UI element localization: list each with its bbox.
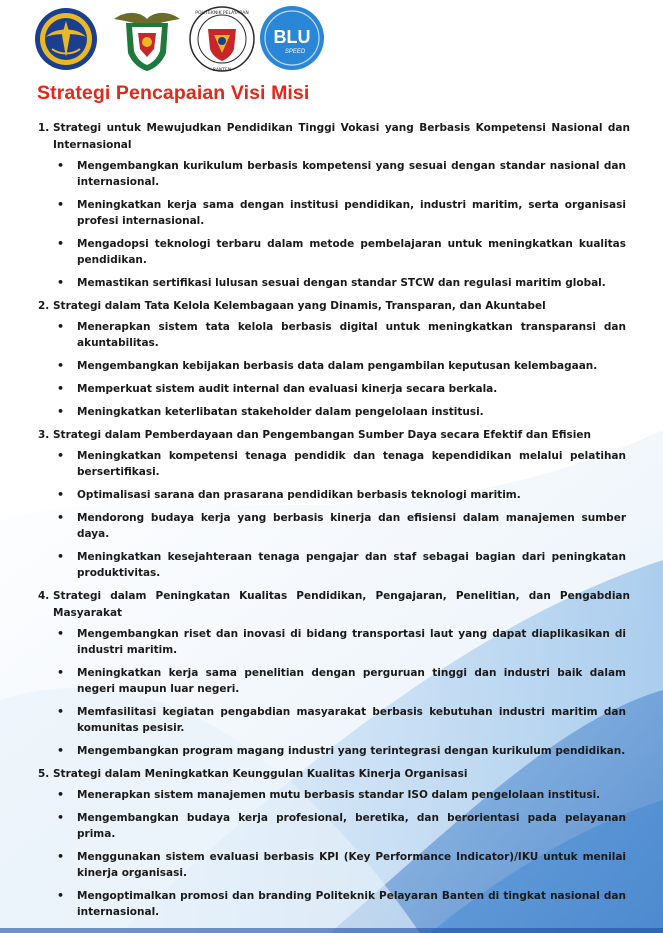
bullet-icon: • bbox=[57, 159, 65, 172]
list-item-text: Memperkuat sistem audit internal dan evaluasi kinerja secara berkala. bbox=[77, 383, 498, 395]
blu-text: BLU bbox=[273, 27, 311, 47]
list-item bbox=[36, 236, 630, 268]
bullet-list bbox=[36, 626, 630, 759]
section-heading-text: Strategi dalam Meningkatkan Keunggulan Kualitas Kinerja Organisasi bbox=[53, 768, 468, 780]
list-item bbox=[36, 319, 630, 351]
bullet-icon: • bbox=[57, 788, 65, 801]
list-item-text: Menerapkan sistem manajemen mutu berbasis standar ISO dalam pengelolaan institusi. bbox=[77, 789, 601, 801]
list-item-text: Menggunakan sistem evaluasi berbasis KPI (Key Performance Indicator)/IKU untuk menilai kinerja organisasi. bbox=[77, 851, 626, 879]
emblem-bottom-text: BANTEN bbox=[212, 68, 232, 73]
bpsdm-wings-emblem-icon bbox=[112, 5, 182, 73]
politeknik-pelayaran-banten-emblem-icon bbox=[188, 5, 256, 75]
list-item-text: Mengembangkan riset dan inovasi di bidang transportasi laut yang dapat diaplikasikan di industri maritim. bbox=[77, 628, 626, 656]
section-heading-text: Strategi dalam Pemberdayaan dan Pengembangan Sumber Daya secara Efektif dan Efisien bbox=[53, 429, 591, 441]
list-item bbox=[36, 549, 630, 581]
list-item-text: Optimalisasi sarana dan prasarana pendidikan berbasis teknologi maritim. bbox=[77, 489, 521, 501]
list-item bbox=[36, 510, 630, 542]
list-item bbox=[36, 197, 630, 229]
list-item-text: Mengembangkan program magang industri yang terintegrasi dengan kurikulum pendidikan. bbox=[77, 745, 626, 757]
section-number: 1. bbox=[38, 122, 50, 134]
section-number: 4. bbox=[38, 590, 50, 602]
list-item-text: Memfasilitasi kegiatan pengabdian masyarakat berbasis kebutuhan industri maritim dan komunitas pesisir. bbox=[77, 706, 626, 734]
strategy-list bbox=[36, 120, 630, 927]
bullet-icon: • bbox=[57, 382, 65, 395]
list-item bbox=[36, 487, 630, 503]
list-item bbox=[36, 158, 630, 190]
speed-text: SPEED bbox=[284, 49, 306, 55]
strategy-section bbox=[36, 120, 630, 291]
bullet-icon: • bbox=[57, 359, 65, 372]
list-item-text: Meningkatkan keterlibatan stakeholder dalam pengelolaan institusi. bbox=[77, 406, 484, 418]
list-item bbox=[36, 358, 630, 374]
section-heading bbox=[36, 588, 630, 622]
bullet-icon: • bbox=[57, 237, 65, 250]
bullet-icon: • bbox=[57, 449, 65, 462]
list-item bbox=[36, 448, 630, 480]
blu-speed-logo-icon bbox=[259, 5, 325, 71]
page-title: Strategi Pencapaian Visi Misi bbox=[37, 82, 310, 104]
ministry-of-transportation-emblem-icon bbox=[34, 5, 98, 73]
section-heading-text: Strategi dalam Tata Kelola Kelembagaan yang Dinamis, Transparan, dan Akuntabel bbox=[53, 300, 546, 312]
bullet-icon: • bbox=[57, 198, 65, 211]
list-item-text: Meningkatkan kerja sama penelitian dengan perguruan tinggi dan industri baik dalam negeri maupun luar negeri. bbox=[77, 667, 626, 695]
bullet-icon: • bbox=[57, 405, 65, 418]
list-item bbox=[36, 743, 630, 759]
bullet-icon: • bbox=[57, 488, 65, 501]
list-item-text: Mengoptimalkan promosi dan branding Politeknik Pelayaran Banten di tingkat nasional dan internasional. bbox=[77, 890, 626, 918]
bullet-icon: • bbox=[57, 705, 65, 718]
list-item bbox=[36, 849, 630, 881]
list-item-text: Memastikan sertifikasi lulusan sesuai dengan standar STCW dan regulasi maritim global. bbox=[77, 277, 606, 289]
list-item-text: Mengembangkan kebijakan berbasis data dalam pengambilan keputusan kelembagaan. bbox=[77, 360, 598, 372]
list-item bbox=[36, 275, 630, 291]
bullet-icon: • bbox=[57, 276, 65, 289]
list-item-text: Meningkatkan kesejahteraan tenaga pengajar dan staf sebagai bagian dari peningkatan produktivitas. bbox=[77, 551, 626, 579]
list-item-text: Meningkatkan kerja sama dengan institusi pendidikan, industri maritim, serta organisasi profesi internasional. bbox=[77, 199, 626, 227]
strategy-section bbox=[36, 298, 630, 420]
section-heading-text: Strategi untuk Mewujudkan Pendidikan Tinggi Vokasi yang Berbasis Kompetensi Nasional dan Internasional bbox=[53, 122, 630, 151]
section-heading bbox=[36, 298, 630, 315]
bullet-icon: • bbox=[57, 744, 65, 757]
bullet-list bbox=[36, 319, 630, 420]
section-heading bbox=[36, 766, 630, 783]
bullet-icon: • bbox=[57, 627, 65, 640]
list-item-text: Mengembangkan budaya kerja profesional, beretika, dan berorientasi pada pelayanan prima. bbox=[77, 812, 626, 840]
list-item bbox=[36, 810, 630, 842]
list-item-text: Meningkatkan kompetensi tenaga pendidik dan tenaga kependidikan melalui pelatihan bersertifikasi. bbox=[77, 450, 626, 478]
list-item bbox=[36, 665, 630, 697]
bullet-icon: • bbox=[57, 889, 65, 902]
list-item-text: Menerapkan sistem tata kelola berbasis digital untuk meningkatkan transparansi dan akuntabilitas. bbox=[77, 321, 626, 349]
list-item-text: Mengadopsi teknologi terbaru dalam metode pembelajaran untuk meningkatkan kualitas pendidikan. bbox=[77, 238, 626, 266]
bullet-icon: • bbox=[57, 666, 65, 679]
list-item-text: Mengembangkan kurikulum berbasis kompetensi yang sesuai dengan standar nasional dan internasional. bbox=[77, 160, 626, 188]
strategy-section bbox=[36, 766, 630, 920]
bullet-icon: • bbox=[57, 511, 65, 524]
section-heading-text: Strategi dalam Peningkatan Kualitas Pendidikan, Pengajaran, Penelitian, dan Pengabdian Masyarakat bbox=[53, 590, 630, 619]
list-item bbox=[36, 381, 630, 397]
section-number: 2. bbox=[38, 300, 50, 312]
bullet-icon: • bbox=[57, 811, 65, 824]
bullet-list bbox=[36, 787, 630, 920]
list-item bbox=[36, 704, 630, 736]
list-item bbox=[36, 787, 630, 803]
section-heading bbox=[36, 427, 630, 444]
list-item-text: Mendorong budaya kerja yang berbasis kinerja dan efisiensi dalam manajemen sumber daya. bbox=[77, 512, 626, 540]
list-item bbox=[36, 404, 630, 420]
bullet-list bbox=[36, 448, 630, 581]
bullet-icon: • bbox=[57, 320, 65, 333]
list-item bbox=[36, 888, 630, 920]
bullet-icon: • bbox=[57, 550, 65, 563]
bullet-icon: • bbox=[57, 850, 65, 863]
bullet-list bbox=[36, 158, 630, 291]
strategy-section bbox=[36, 427, 630, 581]
section-number: 3. bbox=[38, 429, 50, 441]
section-heading bbox=[36, 120, 630, 154]
section-number: 5. bbox=[38, 768, 50, 780]
list-item bbox=[36, 626, 630, 658]
strategy-section bbox=[36, 588, 630, 759]
emblem-ring-text: POLITEKNIK PELAYARAN bbox=[195, 11, 249, 16]
